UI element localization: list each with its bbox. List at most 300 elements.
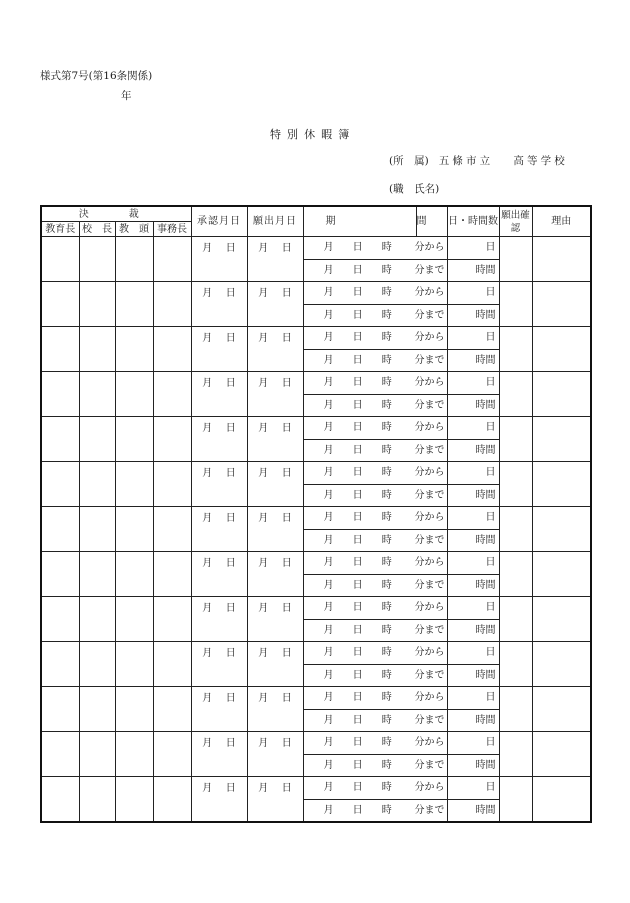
approver-stamp-cell[interactable] (153, 732, 191, 777)
request-date-cell[interactable] (247, 777, 303, 800)
days-cell[interactable] (447, 372, 499, 395)
hour-label: 時 (381, 332, 392, 344)
minute-until-label: 分まで (414, 309, 445, 321)
reason-cell[interactable] (532, 507, 591, 552)
hours-cell[interactable] (447, 394, 499, 417)
day-label: 日 (281, 647, 292, 659)
request-date-cell-blank (247, 349, 303, 372)
days-cell[interactable] (447, 552, 499, 575)
approval-date-cell[interactable] (191, 237, 247, 260)
request-date-cell-blank (247, 664, 303, 687)
month-label: 月 (202, 692, 213, 704)
request-confirm-cell[interactable] (499, 597, 532, 642)
approver-stamp-cell[interactable] (41, 777, 79, 823)
hours-cell[interactable] (447, 574, 499, 597)
period-until-cell[interactable] (303, 484, 447, 507)
ledger-entry-row-top (41, 507, 591, 530)
request-confirm-cell[interactable] (499, 732, 532, 777)
month-label: 月 (323, 782, 334, 794)
month-label: 月 (258, 422, 269, 434)
days-cell[interactable] (447, 417, 499, 440)
approval-date-cell-blank (191, 574, 247, 597)
month-label: 月 (202, 422, 213, 434)
approver-stamp-cell[interactable] (115, 552, 153, 597)
month-label: 月 (323, 804, 334, 816)
month-label: 月 (202, 647, 213, 659)
request-date-cell[interactable] (247, 462, 303, 485)
approval-date-cell[interactable] (191, 462, 247, 485)
period-from-cell[interactable] (303, 777, 447, 800)
day-label: 日 (281, 242, 292, 254)
minute-until-label: 分まで (414, 579, 445, 591)
day-label: 日 (281, 467, 292, 479)
approval-date-cell-blank (191, 664, 247, 687)
hours-label: 時間 (475, 399, 496, 411)
minute-until-label: 分まで (414, 489, 445, 501)
reason-cell[interactable] (532, 237, 591, 282)
reason-cell[interactable] (532, 777, 591, 823)
approver-stamp-cell[interactable] (41, 552, 79, 597)
day-label: 日 (352, 759, 363, 771)
reason-header: 理由 (532, 206, 591, 237)
days-cell[interactable] (447, 282, 499, 305)
period-until-cell[interactable] (303, 349, 447, 372)
days-label: 日 (485, 377, 496, 389)
period-until-cell[interactable] (303, 574, 447, 597)
hour-label: 時 (381, 489, 392, 501)
day-label: 日 (352, 669, 363, 681)
period-from-cell[interactable] (303, 687, 447, 710)
ledger-body (41, 237, 591, 823)
hour-label: 時 (381, 669, 392, 681)
request-date-cell[interactable] (247, 417, 303, 440)
days-cell[interactable] (447, 237, 499, 260)
request-confirm-cell[interactable] (499, 372, 532, 417)
approver-stamp-cell[interactable] (115, 777, 153, 823)
approver-stamp-cell[interactable] (115, 417, 153, 462)
hours-label: 時間 (475, 444, 496, 456)
hours-label: 時間 (475, 624, 496, 636)
page-title: 特別休暇簿 (270, 128, 356, 141)
approver-stamp-cell[interactable] (41, 507, 79, 552)
request-confirm-cell[interactable] (499, 417, 532, 462)
request-date-cell[interactable] (247, 642, 303, 665)
month-label: 月 (323, 377, 334, 389)
approval-date-cell-blank (191, 349, 247, 372)
period-until-cell[interactable] (303, 799, 447, 822)
days-cell[interactable] (447, 642, 499, 665)
request-date-cell-blank (247, 709, 303, 732)
minute-from-label: 分から (414, 332, 445, 344)
minute-from-label: 分から (414, 737, 445, 749)
minute-until-label: 分まで (414, 264, 445, 276)
month-label: 月 (323, 332, 334, 344)
day-label: 日 (352, 287, 363, 299)
hours-cell[interactable] (447, 304, 499, 327)
reason-cell[interactable] (532, 597, 591, 642)
request-date-cell[interactable] (247, 372, 303, 395)
approver-stamp-cell[interactable] (153, 327, 191, 372)
month-label: 月 (323, 512, 334, 524)
hour-label: 時 (381, 714, 392, 726)
approver-stamp-cell[interactable] (79, 462, 115, 507)
month-label: 月 (258, 512, 269, 524)
days-label: 日 (485, 782, 496, 794)
request-date-cell-blank (247, 304, 303, 327)
hours-cell[interactable] (447, 709, 499, 732)
approver-stamp-cell[interactable] (79, 552, 115, 597)
minute-until-label: 分まで (414, 444, 445, 456)
request-date-cell[interactable] (247, 327, 303, 350)
hours-label: 時間 (475, 489, 496, 501)
month-label: 月 (323, 444, 334, 456)
request-confirm-cell[interactable] (499, 687, 532, 732)
day-label: 日 (352, 624, 363, 636)
days-label: 日 (485, 512, 496, 524)
minute-until-label: 分まで (414, 624, 445, 636)
reason-cell[interactable] (532, 282, 591, 327)
ledger-entry-row-top (41, 687, 591, 710)
day-label: 日 (352, 579, 363, 591)
day-label: 日 (281, 737, 292, 749)
hours-cell[interactable] (447, 664, 499, 687)
month-label: 月 (258, 692, 269, 704)
approver-stamp-cell[interactable] (153, 552, 191, 597)
days-cell[interactable] (447, 687, 499, 710)
hour-label: 時 (381, 534, 392, 546)
day-label: 日 (352, 377, 363, 389)
approval-date-cell[interactable] (191, 777, 247, 800)
day-label: 日 (281, 782, 292, 794)
day-label: 日 (225, 422, 236, 434)
day-label: 日 (281, 422, 292, 434)
ledger-entry-row-top (41, 642, 591, 665)
request-confirm-cell[interactable] (499, 282, 532, 327)
ledger-entry-row-top (41, 462, 591, 485)
day-label: 日 (352, 602, 363, 614)
period-until-cell[interactable] (303, 619, 447, 642)
request-date-cell[interactable] (247, 597, 303, 620)
period-from-cell[interactable] (303, 597, 447, 620)
period-from-cell[interactable] (303, 732, 447, 755)
hours-label: 時間 (475, 264, 496, 276)
approver-stamp-cell[interactable] (41, 462, 79, 507)
days-label: 日 (485, 467, 496, 479)
approver-stamp-cell[interactable] (153, 462, 191, 507)
affiliation-school: 高等学校 (513, 155, 568, 167)
day-label: 日 (225, 692, 236, 704)
month-label: 月 (258, 602, 269, 614)
hours-cell[interactable] (447, 439, 499, 462)
approver-stamp-cell[interactable] (79, 327, 115, 372)
month-label: 月 (202, 287, 213, 299)
approval-date-cell[interactable] (191, 327, 247, 350)
day-label: 日 (352, 467, 363, 479)
approval-date-cell[interactable] (191, 732, 247, 755)
request-date-cell-blank (247, 529, 303, 552)
minute-from-label: 分から (414, 287, 445, 299)
period-until-cell[interactable] (303, 709, 447, 732)
approver-stamp-cell[interactable] (79, 732, 115, 777)
approver-stamp-cell[interactable] (115, 687, 153, 732)
minute-until-label: 分まで (414, 759, 445, 771)
request-date-cell[interactable] (247, 237, 303, 260)
affiliation-city: 五條市立 (438, 155, 494, 167)
approver-stamp-cell[interactable] (79, 282, 115, 327)
days-label: 日 (485, 557, 496, 569)
hour-label: 時 (381, 804, 392, 816)
period-until-cell[interactable] (303, 304, 447, 327)
request-confirm-cell[interactable] (499, 462, 532, 507)
month-label: 月 (323, 624, 334, 636)
day-label: 日 (225, 512, 236, 524)
request-date-cell-blank (247, 799, 303, 822)
approver-stamp-cell[interactable] (115, 507, 153, 552)
approver-stamp-cell[interactable] (115, 642, 153, 687)
approval-date-cell[interactable] (191, 642, 247, 665)
approver-stamp-cell[interactable] (153, 642, 191, 687)
approver-stamp-cell[interactable] (79, 687, 115, 732)
request-date-cell[interactable] (247, 732, 303, 755)
hours-label: 時間 (475, 759, 496, 771)
approval-date-cell[interactable] (191, 552, 247, 575)
approver-stamp-cell[interactable] (115, 327, 153, 372)
month-label: 月 (323, 354, 334, 366)
approver-stamp-cell[interactable] (153, 507, 191, 552)
day-label: 日 (352, 512, 363, 524)
hours-cell[interactable] (447, 259, 499, 282)
approver-stamp-cell[interactable] (79, 237, 115, 282)
period-from-cell[interactable] (303, 507, 447, 530)
approver-stamp-cell[interactable] (41, 642, 79, 687)
name-label: (職 氏名) (389, 183, 440, 195)
month-label: 月 (323, 422, 334, 434)
approver-stamp-cell[interactable] (115, 282, 153, 327)
minute-until-label: 分まで (414, 669, 445, 681)
approval-date-cell-blank (191, 259, 247, 282)
month-label: 月 (323, 489, 334, 501)
ledger-entry-row-top (41, 327, 591, 350)
hour-label: 時 (381, 444, 392, 456)
form-number: 様式第7号(第16条関係) (40, 70, 153, 82)
day-label: 日 (281, 557, 292, 569)
hours-label: 時間 (475, 309, 496, 321)
approval-date-header: 承認月日 (191, 206, 247, 237)
period-from-cell[interactable] (303, 462, 447, 485)
days-cell[interactable] (447, 507, 499, 530)
ledger-entry-row-top (41, 597, 591, 620)
approval-date-cell[interactable] (191, 372, 247, 395)
period-from-cell[interactable] (303, 417, 447, 440)
days-cell[interactable] (447, 597, 499, 620)
hour-label: 時 (381, 737, 392, 749)
month-label: 月 (323, 647, 334, 659)
days-cell[interactable] (447, 777, 499, 800)
minute-from-label: 分から (414, 692, 445, 704)
reason-cell[interactable] (532, 642, 591, 687)
days-cell[interactable] (447, 732, 499, 755)
approver-stamp-cell[interactable] (115, 237, 153, 282)
request-date-cell-blank (247, 754, 303, 777)
request-date-cell[interactable] (247, 687, 303, 710)
approval-date-cell-blank (191, 799, 247, 822)
days-label: 日 (485, 242, 496, 254)
hour-label: 時 (381, 557, 392, 569)
month-label: 月 (323, 669, 334, 681)
day-label: 日 (352, 737, 363, 749)
approver-stamp-cell[interactable] (153, 417, 191, 462)
hour-label: 時 (381, 309, 392, 321)
period-until-cell[interactable] (303, 754, 447, 777)
request-confirm-cell[interactable] (499, 327, 532, 372)
minute-from-label: 分から (414, 512, 445, 524)
month-label: 月 (323, 309, 334, 321)
approval-date-cell[interactable] (191, 507, 247, 530)
approver-stamp-cell[interactable] (115, 372, 153, 417)
hours-cell[interactable] (447, 529, 499, 552)
request-date-cell-blank (247, 394, 303, 417)
period-from-cell[interactable] (303, 552, 447, 575)
hours-cell[interactable] (447, 484, 499, 507)
hours-cell[interactable] (447, 754, 499, 777)
reason-cell[interactable] (532, 462, 591, 507)
period-from-cell[interactable] (303, 642, 447, 665)
approver-stamp-cell[interactable] (79, 777, 115, 823)
day-label: 日 (281, 602, 292, 614)
reason-cell[interactable] (532, 732, 591, 777)
day-label: 日 (281, 692, 292, 704)
reason-cell[interactable] (532, 327, 591, 372)
reason-cell[interactable] (532, 552, 591, 597)
hour-label: 時 (381, 624, 392, 636)
month-label: 月 (258, 647, 269, 659)
request-date-cell[interactable] (247, 552, 303, 575)
period-until-cell[interactable] (303, 439, 447, 462)
approval-date-cell-blank (191, 529, 247, 552)
period-until-cell[interactable] (303, 529, 447, 552)
hours-cell[interactable] (447, 799, 499, 822)
period-from-cell[interactable] (303, 372, 447, 395)
hours-cell[interactable] (447, 349, 499, 372)
reason-cell[interactable] (532, 372, 591, 417)
month-label: 月 (258, 377, 269, 389)
hour-label: 時 (381, 287, 392, 299)
day-label: 日 (281, 377, 292, 389)
day-label: 日 (352, 714, 363, 726)
hour-label: 時 (381, 692, 392, 704)
approver-stamp-cell[interactable] (115, 597, 153, 642)
approval-date-cell[interactable] (191, 687, 247, 710)
approver-stamp-cell[interactable] (79, 507, 115, 552)
approver-stamp-cell[interactable] (41, 732, 79, 777)
period-from-cell[interactable] (303, 327, 447, 350)
request-confirm-cell[interactable] (499, 507, 532, 552)
day-label: 日 (352, 309, 363, 321)
period-from-cell[interactable] (303, 237, 447, 260)
day-label: 日 (352, 422, 363, 434)
approver-stamp-cell[interactable] (153, 777, 191, 823)
period-until-cell[interactable] (303, 394, 447, 417)
approver-stamp-cell[interactable] (41, 597, 79, 642)
approver-stamp-cell[interactable] (79, 642, 115, 687)
hours-cell[interactable] (447, 619, 499, 642)
approver-stamp-cell[interactable] (115, 462, 153, 507)
reason-cell[interactable] (532, 687, 591, 732)
day-label: 日 (352, 264, 363, 276)
request-confirm-cell[interactable] (499, 777, 532, 823)
approver-stamp-cell[interactable] (153, 597, 191, 642)
approver-stamp-cell[interactable] (79, 372, 115, 417)
approver-stamp-cell[interactable] (41, 237, 79, 282)
day-label: 日 (352, 332, 363, 344)
hour-label: 時 (381, 467, 392, 479)
approver-stamp-cell[interactable] (41, 372, 79, 417)
request-confirm-cell[interactable] (499, 642, 532, 687)
approval-date-cell-blank (191, 619, 247, 642)
approval-date-cell[interactable] (191, 597, 247, 620)
approver-stamp-cell[interactable] (115, 732, 153, 777)
affiliation-label: (所 属) (389, 155, 429, 167)
minute-from-label: 分から (414, 647, 445, 659)
days-cell[interactable] (447, 462, 499, 485)
month-label: 月 (323, 737, 334, 749)
request-date-cell[interactable] (247, 507, 303, 530)
days-label: 日 (485, 692, 496, 704)
approver-stamp-cell[interactable] (41, 327, 79, 372)
approval-date-cell[interactable] (191, 417, 247, 440)
approver-stamp-cell[interactable] (41, 687, 79, 732)
approver-stamp-cell[interactable] (153, 282, 191, 327)
month-label: 月 (323, 759, 334, 771)
minute-until-label: 分まで (414, 804, 445, 816)
approver-vice-principal: 教 頭 (115, 222, 153, 237)
request-date-cell[interactable] (247, 282, 303, 305)
approver-stamp-cell[interactable] (153, 372, 191, 417)
day-label: 日 (352, 534, 363, 546)
approver-stamp-cell[interactable] (153, 237, 191, 282)
day-label: 日 (281, 332, 292, 344)
minute-from-label: 分から (414, 377, 445, 389)
request-confirm-cell[interactable] (499, 237, 532, 282)
ledger-entry-row-top (41, 552, 591, 575)
period-until-cell[interactable] (303, 259, 447, 282)
month-label: 月 (202, 242, 213, 254)
month-label: 月 (323, 242, 334, 254)
approver-stamp-cell[interactable] (79, 597, 115, 642)
approver-stamp-cell[interactable] (41, 417, 79, 462)
hour-label: 時 (381, 422, 392, 434)
days-cell[interactable] (447, 327, 499, 350)
request-confirm-cell[interactable] (499, 552, 532, 597)
hour-label: 時 (381, 354, 392, 366)
reason-cell[interactable] (532, 417, 591, 462)
ledger-entry-row-top (41, 282, 591, 305)
month-label: 月 (202, 332, 213, 344)
minute-from-label: 分から (414, 422, 445, 434)
period-from-cell[interactable] (303, 282, 447, 305)
approval-date-cell[interactable] (191, 282, 247, 305)
approver-stamp-cell[interactable] (79, 417, 115, 462)
approver-stamp-cell[interactable] (41, 282, 79, 327)
period-until-cell[interactable] (303, 664, 447, 687)
days-label: 日 (485, 602, 496, 614)
year-label: 年 (121, 90, 132, 102)
hour-label: 時 (381, 782, 392, 794)
ledger-entry-row-top (41, 237, 591, 260)
day-label: 日 (225, 782, 236, 794)
hour-label: 時 (381, 759, 392, 771)
approver-stamp-cell[interactable] (153, 687, 191, 732)
